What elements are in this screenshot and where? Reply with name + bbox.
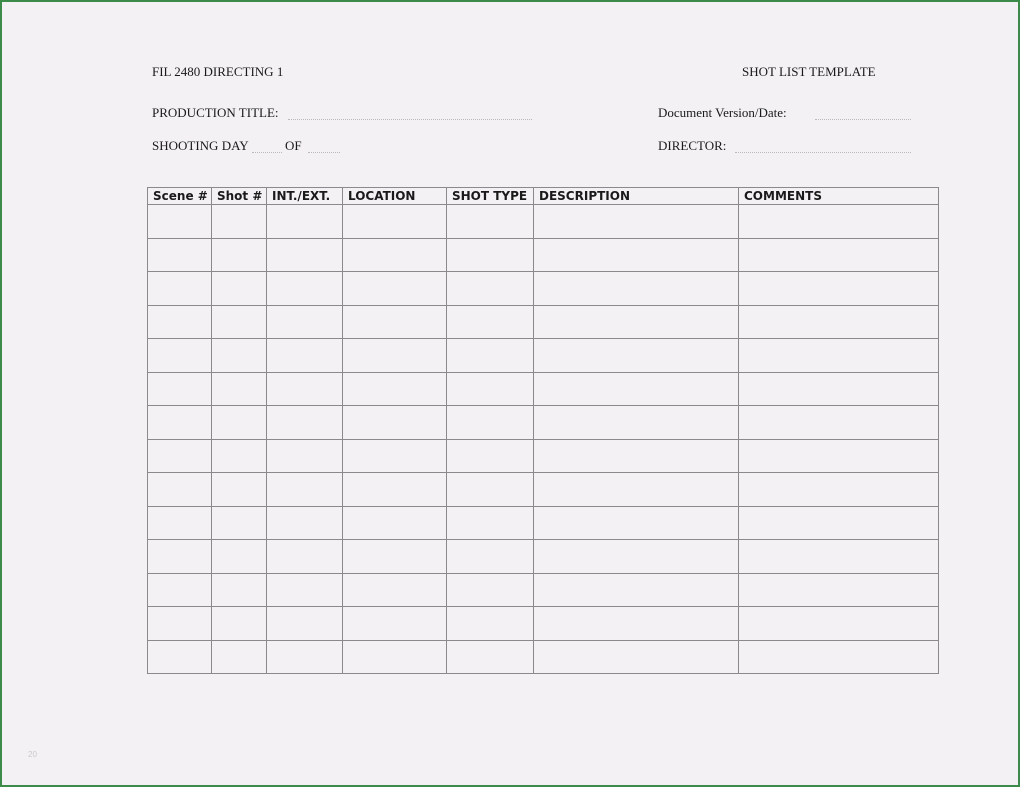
table-cell[interactable] [447,540,534,574]
director-field[interactable] [735,152,911,153]
table-cell[interactable] [447,439,534,473]
table-cell[interactable] [148,506,212,540]
table-cell[interactable] [739,506,939,540]
table-cell[interactable] [148,540,212,574]
table-row [148,473,939,507]
table-cell[interactable] [267,607,343,641]
table-cell[interactable] [534,339,739,373]
col-comments: COMMENTS [739,188,939,205]
table-cell[interactable] [212,439,267,473]
col-int-ext: INT./EXT. [267,188,343,205]
table-cell[interactable] [739,272,939,306]
table-cell[interactable] [534,573,739,607]
document-title: SHOT LIST TEMPLATE [742,64,876,79]
table-cell[interactable] [739,372,939,406]
document-version-field[interactable] [815,119,911,120]
table-cell[interactable] [148,473,212,507]
table-cell[interactable] [534,238,739,272]
table-cell[interactable] [534,205,739,239]
table-cell[interactable] [534,473,739,507]
page-number: 20 [28,750,37,759]
shooting-day-label: SHOOTING DAY [152,138,249,153]
production-title-field[interactable] [288,119,532,120]
table-cell[interactable] [267,238,343,272]
table-cell[interactable] [447,406,534,440]
table-cell[interactable] [447,473,534,507]
table-cell[interactable] [739,238,939,272]
table-cell[interactable] [343,540,447,574]
table-cell[interactable] [212,473,267,507]
table-row [148,640,939,674]
table-cell[interactable] [343,339,447,373]
table-cell[interactable] [267,305,343,339]
table-row [148,439,939,473]
table-cell[interactable] [739,205,939,239]
table-cell[interactable] [212,506,267,540]
table-cell[interactable] [739,305,939,339]
table-cell[interactable] [447,607,534,641]
table-row [148,238,939,272]
table-cell[interactable] [267,406,343,440]
table-cell[interactable] [534,540,739,574]
table-cell[interactable] [447,506,534,540]
table-cell[interactable] [739,473,939,507]
director-label: DIRECTOR: [658,138,727,153]
col-shot: Shot # [212,188,267,205]
table-cell[interactable] [148,305,212,339]
col-location: LOCATION [343,188,447,205]
table-cell[interactable] [534,305,739,339]
table-cell[interactable] [148,406,212,440]
table-cell[interactable] [212,540,267,574]
table-cell[interactable] [343,406,447,440]
of-label: OF [285,138,302,153]
table-cell[interactable] [739,640,939,674]
table-cell[interactable] [148,640,212,674]
table-cell[interactable] [343,640,447,674]
shot-list-table [147,187,939,674]
table-cell[interactable] [447,372,534,406]
table-cell[interactable] [148,372,212,406]
table-cell[interactable] [534,406,739,440]
table-row [148,607,939,641]
table-cell[interactable] [739,339,939,373]
table-cell[interactable] [212,640,267,674]
table-cell[interactable] [343,573,447,607]
table-cell[interactable] [212,272,267,306]
table-cell[interactable] [267,272,343,306]
table-row [148,372,939,406]
table-row [148,339,939,373]
document-version-label: Document Version/Date: [658,105,787,120]
table-cell[interactable] [343,238,447,272]
production-title-label: PRODUCTION TITLE: [152,105,279,120]
table-cell[interactable] [343,205,447,239]
table-row [148,573,939,607]
table-cell[interactable] [343,439,447,473]
table-cell[interactable] [212,372,267,406]
table-cell[interactable] [534,640,739,674]
table-cell[interactable] [447,205,534,239]
col-shot-type: SHOT TYPE [447,188,534,205]
table-cell[interactable] [212,305,267,339]
table-cell[interactable] [534,272,739,306]
table-cell[interactable] [267,540,343,574]
table-cell[interactable] [267,372,343,406]
table-cell[interactable] [343,506,447,540]
table-cell[interactable] [212,339,267,373]
table-cell[interactable] [534,506,739,540]
table-cell[interactable] [267,506,343,540]
table-row [148,406,939,440]
table-header-row [148,188,939,205]
table-cell[interactable] [267,640,343,674]
table-cell[interactable] [212,573,267,607]
table-cell[interactable] [148,272,212,306]
total-days-field[interactable] [308,152,340,153]
table-cell[interactable] [739,607,939,641]
table-row [148,305,939,339]
table-body [148,205,939,674]
table-cell[interactable] [267,573,343,607]
table-cell[interactable] [447,305,534,339]
table-cell[interactable] [739,406,939,440]
course-title: FIL 2480 DIRECTING 1 [152,64,284,79]
table-cell[interactable] [739,540,939,574]
col-scene: Scene # [148,188,212,205]
table-cell[interactable] [447,640,534,674]
table-row [148,272,939,306]
table-cell[interactable] [447,339,534,373]
table-cell[interactable] [447,272,534,306]
table-cell[interactable] [148,339,212,373]
table-cell[interactable] [267,439,343,473]
table-cell[interactable] [212,607,267,641]
col-description: DESCRIPTION [534,188,739,205]
table-cell[interactable] [212,406,267,440]
table-cell[interactable] [343,473,447,507]
table-cell[interactable] [148,573,212,607]
table-cell[interactable] [343,372,447,406]
table-row [148,506,939,540]
table-cell[interactable] [267,205,343,239]
table-row [148,540,939,574]
table-cell[interactable] [148,439,212,473]
table-cell[interactable] [343,272,447,306]
shooting-day-field[interactable] [252,152,282,153]
table-cell[interactable] [739,573,939,607]
table-cell[interactable] [447,573,534,607]
table-cell[interactable] [267,339,343,373]
table-cell[interactable] [534,372,739,406]
table-cell[interactable] [739,439,939,473]
table-cell[interactable] [212,205,267,239]
table-cell[interactable] [212,238,267,272]
table-cell[interactable] [343,305,447,339]
table-cell[interactable] [148,205,212,239]
table-cell[interactable] [267,473,343,507]
table-cell[interactable] [343,607,447,641]
table-row [148,205,939,239]
table-cell[interactable] [534,439,739,473]
table-cell[interactable] [534,607,739,641]
table-cell[interactable] [148,607,212,641]
table-cell[interactable] [447,238,534,272]
table-cell[interactable] [148,238,212,272]
